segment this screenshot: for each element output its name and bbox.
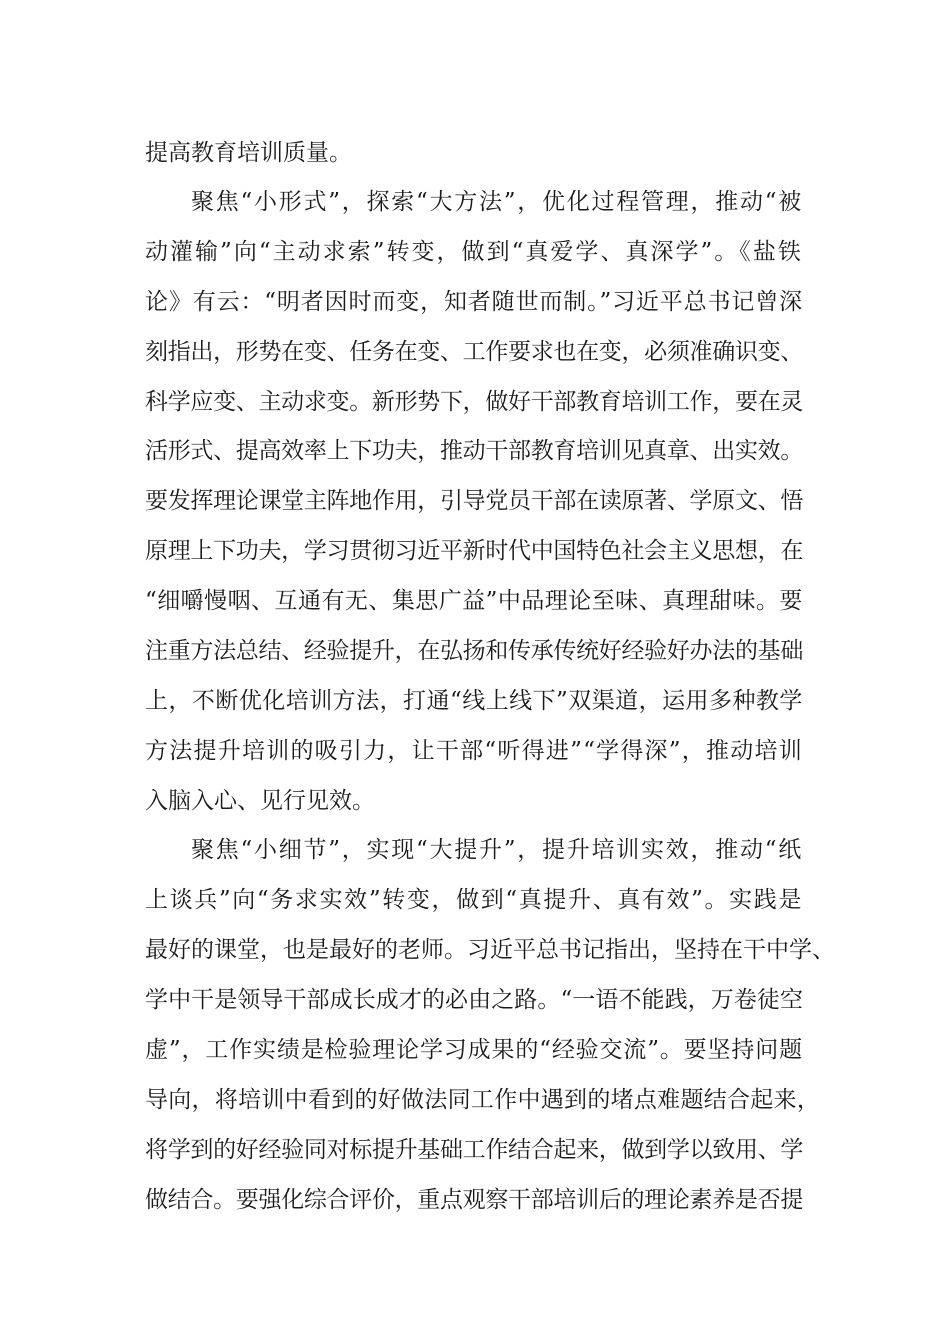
- text-line: 聚焦“小细节”，实现“大提升”，提升培训实效，推动“纸: [191, 837, 804, 863]
- text-line: 上，不断优化培训方法，打通“线上线下”双渠道，运用多种教学: [145, 688, 803, 714]
- text-line: 提高教育培训质量。: [145, 140, 352, 166]
- text-line: 最好的课堂，也是最好的老师。习近平总书记指出，坚持在干中学、: [145, 937, 835, 963]
- text-line: 动灌输”向“主动求索”转变，做到“真爱学、真深学”。《盐铁: [145, 239, 803, 265]
- text-line: 注重方法总结、经验提升，在弘扬和传承传统好经验好办法的基础: [145, 638, 804, 664]
- text-line: 做结合。要强化综合评价，重点观察干部培训后的理论素养是否提: [145, 1187, 804, 1213]
- text-line: 学中干是领导干部成长成才的必由之路。“一语不能践，万卷徒空: [145, 987, 804, 1013]
- text-line: 方法提升培训的吸引力，让干部“听得进”“学得深”，推动培训: [145, 738, 803, 764]
- text-line: 要发挥理论课堂主阵地作用，引导党员干部在读原著、学原文、悟: [145, 488, 804, 514]
- text-line: 论》有云：“明者因时而变，知者随世而制。”习近平总书记曾深: [145, 289, 803, 315]
- text-line: 上谈兵”向“务求实效”转变，做到“真提升、真有效”。实践是: [145, 887, 804, 913]
- text-line: 将学到的好经验同对标提升基础工作结合起来，做到学以致用、学: [145, 1137, 804, 1163]
- text-line: 刻指出，形势在变、任务在变、工作要求也在变，必须准确识变、: [145, 339, 804, 365]
- text-line: 虚”，工作实绩是检验理论学习成果的“经验交流”。要坚持问题: [145, 1037, 803, 1063]
- text-line: 科学应变、主动求变。新形势下，做好干部教育培训工作，要在灵: [145, 389, 804, 415]
- text-line: 入脑入心、见行见效。: [145, 788, 375, 814]
- text-line: 聚焦“小形式”，探索“大方法”，优化过程管理，推动“被: [191, 189, 804, 215]
- text-line: 导向，将培训中看到的好做法同工作中遇到的堵点难题结合起来，: [145, 1087, 821, 1113]
- text-line: “细嚼慢咽、互通有无、集思广益”中品理论至味、真理甜味。要: [145, 588, 803, 614]
- text-line: 活形式、提高效率上下功夫，推动干部教育培训见真章、出实效。: [145, 438, 804, 464]
- text-line: 原理上下功夫，学习贯彻习近平新时代中国特色社会主义思想，在: [145, 538, 804, 564]
